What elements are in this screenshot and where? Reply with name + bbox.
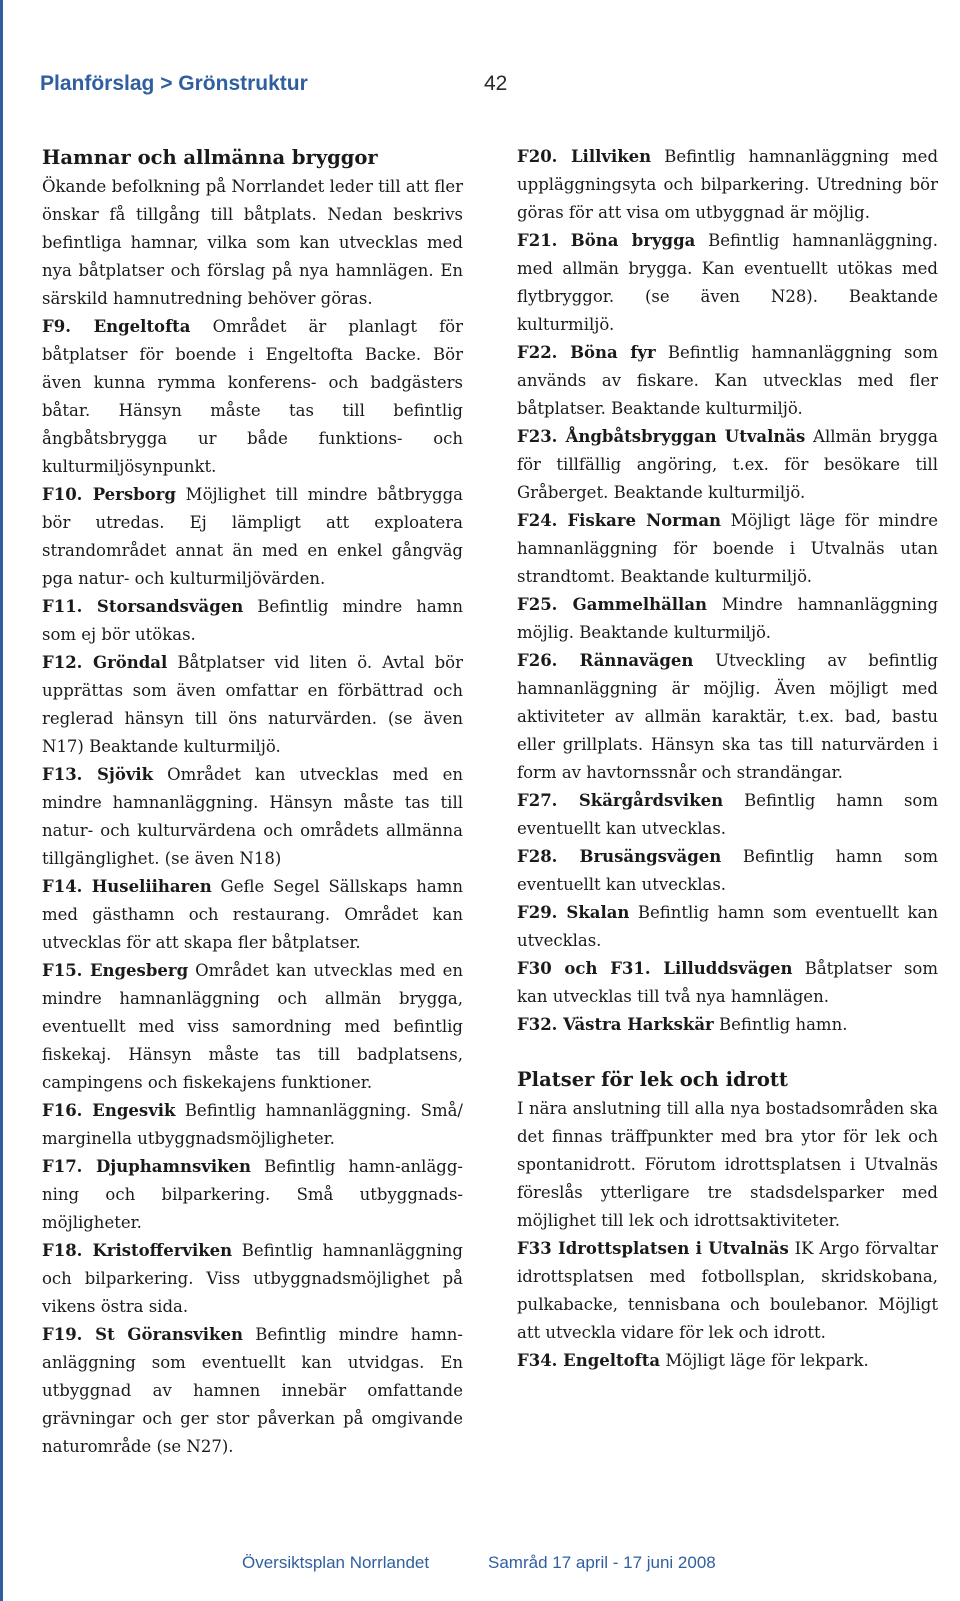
entry-code: F29.: [517, 903, 558, 922]
entry-title: [42, 765, 153, 784]
entry-name: Skalan: [566, 903, 630, 922]
entry-item: [517, 1347, 938, 1375]
entry-text: Befintlig hamn som eventuellt kan utvecklas.: [517, 903, 938, 950]
entry-title: [42, 1101, 175, 1120]
page-footer: [0, 1553, 960, 1577]
entry-item: [42, 873, 463, 957]
entry-item: [517, 647, 938, 787]
entry-text: Båtplatser vid liten ö. Avtal bör upprättas som även omfattar en förbättrad och reglerad hänsyn till öns naturvärden. (se även N17) Beaktande kulturmiljö.: [42, 653, 463, 756]
footer-plan-title: Översiktsplan Norrlandet: [242, 1553, 430, 1572]
entry-title: [517, 343, 656, 362]
entry-code: F14.: [42, 877, 83, 896]
entry-code: F10.: [42, 485, 83, 504]
entry-name: Storsandsvägen: [96, 597, 244, 616]
entry-text: Befintlig mindre hamn som ej bör utökas.: [42, 597, 463, 644]
entry-code: F25.: [517, 595, 558, 614]
entry-item: [42, 1153, 463, 1237]
entry-text: Befintlig hamn-anlägg-ning och bilparkering. Små utbyggnads-möjligheter.: [42, 1157, 463, 1232]
entry-text: Befintlig hamnanläggning. Små/ marginella utbyggnadsmöjligheter.: [42, 1101, 463, 1148]
entry-code: F18.: [42, 1241, 83, 1260]
entry-code: F30 och F31.: [517, 959, 651, 978]
entry-name: Brusängsvägen: [579, 847, 722, 866]
entry-item: [42, 313, 463, 481]
entry-title: [42, 597, 243, 616]
left-border-rule: [0, 0, 3, 1601]
entry-code: F20.: [517, 147, 558, 166]
entry-item: [517, 899, 938, 955]
entry-code: F19.: [42, 1325, 83, 1344]
entry-name: Skärgårdsviken: [578, 791, 724, 810]
harbor-entries-left: [42, 313, 463, 1461]
entry-code: F27.: [517, 791, 558, 810]
entry-text: Möjligt läge för lekpark.: [665, 1351, 869, 1370]
entry-text: Området kan utvecklas med en mindre hamnanläggning. Hänsyn måste tas till natur- och kulturvärdena och områdets allmänna tillgänglighet. (se även N18): [42, 765, 464, 868]
section-gap: [517, 1039, 938, 1065]
entry-item: [517, 843, 938, 899]
entry-code: F28.: [517, 847, 558, 866]
entry-name: Böna fyr: [570, 343, 656, 362]
entry-item: [42, 761, 463, 873]
entry-name: Västra Harkskär: [563, 1015, 714, 1034]
entry-name: Sjövik: [96, 765, 154, 784]
entry-text: Området är planlagt för båtplatser för boende i Engeltofta Backe. Bör även kunna rymma konferens- och badgästers båtar. Hänsyn måste tas till befintlig ångbåtsbrygga ur både funktions- och kulturmiljösynpunkt.: [42, 317, 464, 476]
harbors-intro: Ökande befolkning på Norrlandet leder till att fler önskar få tillgång till båtplats. Nedan beskrivs befintliga hamnar, vilka som kan utvecklas med nya båtplatser och förslag på nya hamnlägen. En särskild hamnutredning behöver göras.: [42, 177, 463, 308]
entry-item: [517, 423, 938, 507]
entry-item: [517, 1235, 938, 1347]
entry-title: [42, 961, 188, 980]
entry-title: [42, 1241, 232, 1260]
entry-name: Gammelhällan: [572, 595, 708, 614]
entry-name: Ångbåtsbryggan Utvalnäs: [565, 427, 806, 446]
entry-name: Engesberg: [89, 961, 189, 980]
entry-text: Möjligt läge för mindre hamnanläggning för boende i Utvalnäs utan strandtomt. Beaktande kulturmiljö.: [517, 511, 939, 586]
entry-title: [42, 1157, 251, 1176]
entry-item: [517, 1011, 938, 1039]
page-number: 42: [484, 72, 508, 95]
footer-consultation-dates: Samråd 17 april - 17 juni 2008: [488, 1553, 716, 1572]
entry-text: Båtplatser som kan utvecklas till två nya hamnlägen.: [517, 959, 939, 1006]
entry-code: F24.: [517, 511, 558, 530]
entry-code: F33: [517, 1239, 552, 1258]
entry-text: Området kan utvecklas med en mindre hamnanläggning och allmän brygga, eventuellt med viss samordning med befintlig fiskekaj. Hänsyn måste tas till badplatsens, campingens och fiskekajens funktioner.: [42, 961, 464, 1092]
entry-title: [517, 1015, 714, 1034]
entry-item: [517, 507, 938, 591]
entry-item: [42, 957, 463, 1097]
entry-title: [517, 959, 792, 978]
entry-item: [42, 593, 463, 649]
entry-code: F17.: [42, 1157, 83, 1176]
entry-code: F23.: [517, 427, 558, 446]
section-heading-harbors: Hamnar och allmänna bryggor: [42, 146, 378, 169]
entry-text: Mindre hamnanläggning möjlig. Beaktande kulturmiljö.: [517, 595, 939, 642]
left-column: [42, 143, 463, 1461]
entry-item: [42, 1097, 463, 1153]
entry-name: St Göransviken: [95, 1325, 243, 1344]
entry-code: F16.: [42, 1101, 83, 1120]
entry-name: Idrottsplatsen i Utvalnäs: [557, 1239, 789, 1258]
entry-title: [42, 485, 176, 504]
entry-text: IK Argo förvaltar idrottsplatsen med fotbollsplan, skridskobana, pulkabacke, tennisbana och boulebanor. Möjligt att utveckla vidare för lek och idrott.: [517, 1239, 939, 1342]
entry-name: Böna brygga: [570, 231, 696, 250]
right-column: [517, 143, 938, 1375]
entry-code: F11.: [42, 597, 83, 616]
entry-text: Befintlig hamnanläggning. med allmän brygga. Kan eventuellt utökas med flytbryggor. (se även N28). Beaktande kulturmiljö.: [517, 231, 938, 334]
entry-title: [517, 511, 721, 530]
entry-code: F21.: [517, 231, 558, 250]
entry-text: Allmän brygga för tillfällig angöring, t.ex. för besökare till Gråberget. Beaktande kulturmiljö.: [517, 427, 939, 502]
entry-text: Befintlig mindre hamn-anläggning som eventuellt kan utvidgas. En utbyggnad av hamnen innebär omfattande grävningar och ger stor påverkan på omgivande naturområde (se N27).: [42, 1325, 463, 1456]
entry-name: Engeltofta: [563, 1351, 661, 1370]
entry-name: Lillviken: [570, 147, 652, 166]
harbor-entries-right: [517, 143, 938, 1039]
entry-item: [517, 591, 938, 647]
entry-title: [517, 427, 805, 446]
entry-title: [517, 147, 651, 166]
entry-title: [517, 791, 723, 810]
entry-code: F9.: [42, 317, 71, 336]
entry-name: Kristofferviken: [92, 1241, 233, 1260]
entry-item: [517, 955, 938, 1011]
entry-title: [42, 653, 167, 672]
entry-name: Lilluddsvägen: [663, 959, 793, 978]
entry-title: [517, 1351, 660, 1370]
entry-item: [42, 1237, 463, 1321]
entry-text: Befintlig hamnanläggning och bilparkering. Viss utbyggnadsmöjlighet på vikens östra sida.: [42, 1241, 463, 1316]
entry-name: Rännavägen: [579, 651, 694, 670]
entry-title: [517, 1239, 789, 1258]
page-header: [40, 72, 520, 102]
entry-code: F26.: [517, 651, 558, 670]
entry-title: [517, 231, 695, 250]
entry-name: Gröndal: [92, 653, 168, 672]
entry-title: [517, 847, 721, 866]
entry-item: [517, 339, 938, 423]
entry-item: [42, 481, 463, 593]
entry-text: Befintlig hamn som eventuellt kan utvecklas.: [517, 847, 939, 894]
entry-name: Djuphamnsviken: [95, 1157, 252, 1176]
entry-code: F15.: [42, 961, 83, 980]
entry-text: Gefle Segel Sällskaps hamn med gästhamn och restaurang. Området kan utvecklas för att skapa fler båtplatser.: [42, 877, 464, 952]
entry-code: F32.: [517, 1015, 558, 1034]
entry-name: Huseliiharen: [91, 877, 212, 896]
entry-title: [42, 1325, 243, 1344]
entry-code: F13.: [42, 765, 83, 784]
entry-title: [42, 317, 190, 336]
entry-title: [517, 595, 707, 614]
entry-text: Befintlig hamn som eventuellt kan utvecklas.: [517, 791, 938, 838]
entry-item: [42, 649, 463, 761]
entry-text: Befintlig hamn.: [718, 1015, 848, 1034]
section-heading-play: Platser för lek och idrott: [517, 1068, 788, 1091]
entry-text: Befintlig hamnanläggning med uppläggningsyta och bilparkering. Utredning bör göras för att visa om utbyggnad är möjlig.: [517, 147, 939, 222]
breadcrumb: Planförslag > Grönstruktur: [40, 72, 308, 95]
entry-title: [42, 877, 212, 896]
entry-code: F12.: [42, 653, 83, 672]
entry-item: [517, 787, 938, 843]
play-entries: [517, 1235, 938, 1375]
entry-name: Persborg: [92, 485, 176, 504]
entry-item: [42, 1321, 463, 1461]
entry-name: Engesvik: [92, 1101, 176, 1120]
entry-item: [517, 143, 938, 227]
entry-text: Utveckling av befintlig hamnanläggning är möjlig. Även möjligt med aktiviteter av allmän karaktär, t.ex. bad, bastu eller grillplats. Hänsyn ska tas till naturvärden i form av havtornssnår och strandängar.: [517, 651, 938, 782]
entry-text: Befintlig hamnanläggning som används av fiskare. Kan utvecklas med fler båtplatser. Beaktande kulturmiljö.: [517, 343, 938, 418]
entry-code: F34.: [517, 1351, 558, 1370]
entry-name: Engeltofta: [93, 317, 191, 336]
play-intro: I nära anslutning till alla nya bostadsområden ska det finnas träffpunkter med bra ytor för lek och spontanidrott. Förutom idrottsplatsen i Utvalnäs föreslås ytterligare tre stadsdelsparker med möjlighet till lek och idrottsaktiviteter.: [517, 1099, 938, 1230]
entry-code: F22.: [517, 343, 558, 362]
entry-name: Fiskare Norman: [567, 511, 722, 530]
entry-title: [517, 651, 693, 670]
entry-item: [517, 227, 938, 339]
entry-text: Möjlighet till mindre båtbrygga bör utredas. Ej lämpligt att exploatera strandområdet annat än med en enkel gångväg pga natur- och kulturmiljövärden.: [42, 485, 464, 588]
entry-title: [517, 903, 629, 922]
